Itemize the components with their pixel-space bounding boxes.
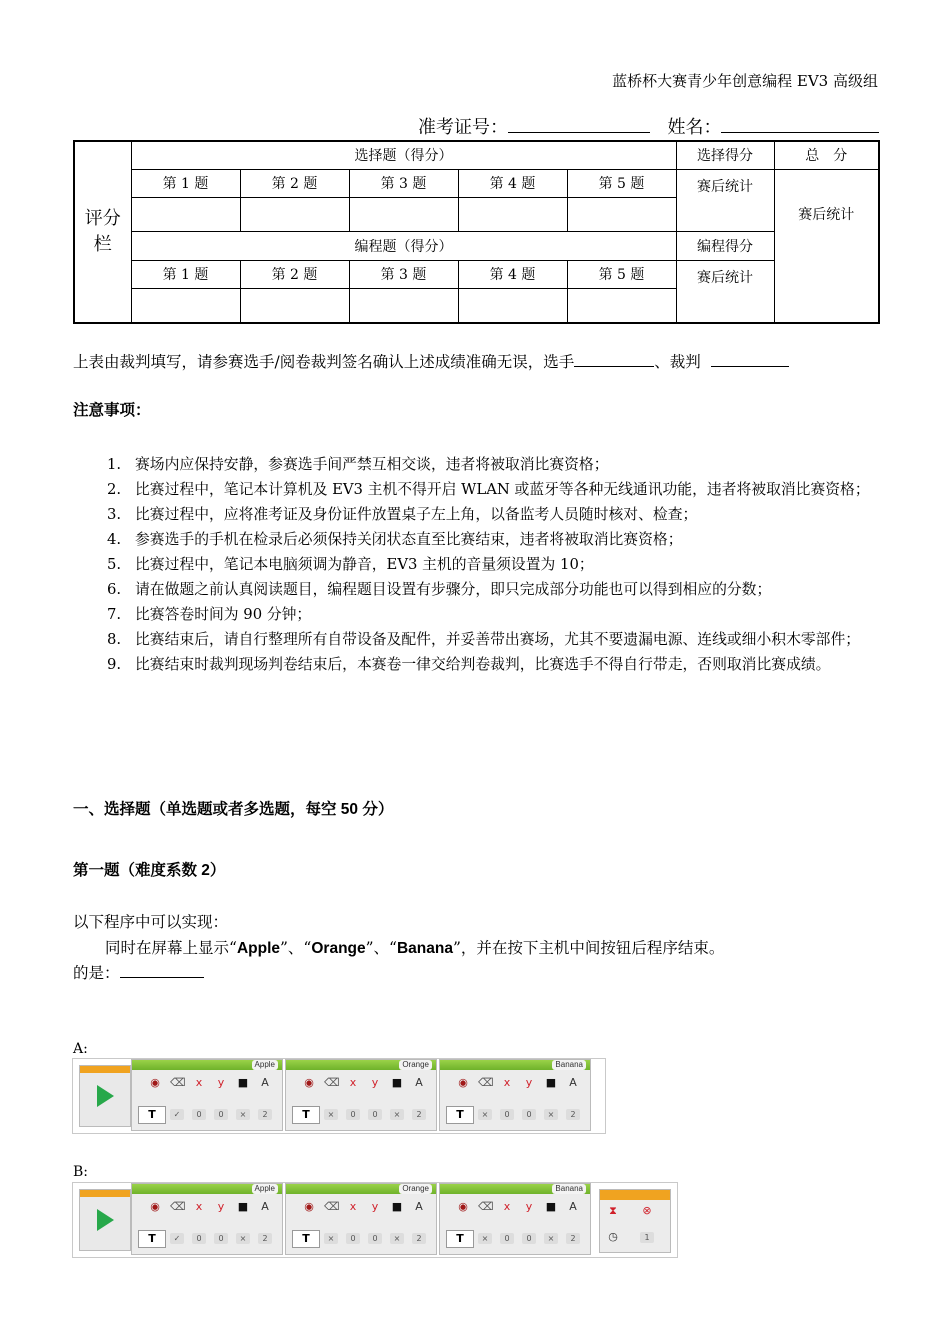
text-mode-icon[interactable]: T <box>292 1106 320 1124</box>
color-icon: ■ <box>237 1200 249 1213</box>
section1-title: 一、选择题（单选题或者多选题，每空 50 分） <box>73 801 394 818</box>
display-block[interactable] <box>285 1059 437 1131</box>
color-icon: ■ <box>545 1200 557 1213</box>
name-blank[interactable] <box>721 114 879 133</box>
font-value[interactable]: 2 <box>258 1109 272 1120</box>
text-mode-icon[interactable]: T <box>446 1106 474 1124</box>
q1-line3: 的是： <box>73 961 204 986</box>
note-item <box>73 652 878 677</box>
note-item <box>73 477 878 502</box>
coding-score-cell[interactable] <box>240 289 349 323</box>
coding-score-cell[interactable] <box>349 289 458 323</box>
exam-id-label: 准考证号： <box>418 117 508 138</box>
note-number: 5. <box>107 556 122 573</box>
eraser-icon: ⌫ <box>478 1200 494 1213</box>
font-value[interactable]: 2 <box>566 1109 580 1120</box>
wait-block[interactable] <box>599 1189 671 1253</box>
display-text-label: Orange <box>399 1184 432 1194</box>
q1-line1: 以下程序中可以实现： <box>73 913 229 931</box>
x-value[interactable]: 0 <box>192 1109 206 1120</box>
note-number: 4. <box>107 531 122 548</box>
y-coord-icon: y <box>371 1200 379 1213</box>
color-icon: ■ <box>237 1076 249 1089</box>
page-header: 蓝桥杯大赛青少年创意编程 EV3 高级组 <box>612 72 878 90</box>
hourglass-icon: ⧗ <box>609 1204 617 1217</box>
x-value[interactable]: 0 <box>346 1233 360 1244</box>
note-text: 比赛过程中，笔记本计算机及 EV3 主机不得开启 WLAN 或蓝牙等各种无线通讯功能，违者将被取消比赛资格； <box>135 481 870 498</box>
note-number: 1. <box>107 456 122 473</box>
q1-line2: 同时在屏幕上显示“Apple”、“Orange”、“Banana”，并在按下主机中间按钮后程序结束。 <box>105 939 725 957</box>
font-value[interactable]: 2 <box>258 1233 272 1244</box>
banana-text: Banana <box>396 940 453 957</box>
x-coord-icon: x <box>195 1076 203 1089</box>
sign-line <box>73 350 789 375</box>
score-side-label: 评分 栏 <box>74 141 131 323</box>
font-icon: A <box>261 1200 269 1213</box>
clear-screen-value[interactable]: × <box>324 1109 338 1120</box>
font-value[interactable]: 2 <box>412 1109 426 1120</box>
choice-q3: 第 3 题 <box>349 169 458 197</box>
option-b-label: B: <box>73 1164 89 1180</box>
eraser-icon: ⌫ <box>170 1076 186 1089</box>
eraser-icon: ⌫ <box>170 1200 186 1213</box>
display-block[interactable] <box>439 1183 591 1255</box>
note-item <box>73 502 878 527</box>
note-text: 请在做题之前认真阅读题目，编程题目设置有步骤分，即只完成部分功能也可以得到相应的分数； <box>135 581 772 598</box>
display-block[interactable] <box>439 1059 591 1131</box>
display-text-label: Apple <box>252 1184 278 1194</box>
total-after-stats: 赛后统计 <box>774 169 879 323</box>
note-text: 比赛答卷时间为 90 分钟； <box>135 606 312 623</box>
coding-q5: 第 5 题 <box>567 260 676 288</box>
display-text-label: Apple <box>252 1060 278 1070</box>
coding-score-cell[interactable] <box>458 289 567 323</box>
note-number: 9. <box>107 656 122 673</box>
note-text: 比赛结束后，请自行整理所有自带设备及配件，并妥善带出赛场，尤其不要遗漏电源、连线或细小积木零部件； <box>135 631 861 648</box>
wait-value[interactable]: 1 <box>640 1232 654 1243</box>
note-item <box>73 527 878 552</box>
text-mode-icon[interactable]: T <box>292 1230 320 1248</box>
note-number: 8. <box>107 631 122 648</box>
display-icon: ◉ <box>304 1200 314 1213</box>
id-line <box>418 113 879 139</box>
x-coord-icon: x <box>349 1076 357 1089</box>
font-value[interactable]: 2 <box>566 1233 580 1244</box>
total-header: 总 分 <box>774 141 879 169</box>
brick-button-icon: ⊗ <box>642 1204 652 1217</box>
font-value[interactable]: 2 <box>412 1233 426 1244</box>
color-icon: ■ <box>545 1076 557 1089</box>
note-item <box>73 452 878 477</box>
coding-q2: 第 2 题 <box>240 260 349 288</box>
choice-q5: 第 5 题 <box>567 169 676 197</box>
note-number: 7. <box>107 606 122 623</box>
note-text: 比赛过程中，应将准考证及身份证件放置桌子左上角，以备监考人员随时核对、检查； <box>135 506 698 523</box>
apple-text: Apple <box>236 940 280 957</box>
note-item <box>73 552 878 577</box>
font-icon: A <box>415 1076 423 1089</box>
y-coord-icon: y <box>525 1200 533 1213</box>
start-block[interactable] <box>79 1065 131 1127</box>
notes-list <box>73 452 878 677</box>
font-icon: A <box>415 1200 423 1213</box>
y-value[interactable]: 0 <box>368 1233 382 1244</box>
display-block[interactable] <box>131 1059 283 1131</box>
start-block-tab <box>80 1190 130 1197</box>
clear-screen-value[interactable]: ✓ <box>170 1109 184 1120</box>
display-icon: ◉ <box>150 1076 160 1089</box>
exam-id-blank[interactable] <box>508 114 650 133</box>
display-text-label: Banana <box>552 1184 586 1194</box>
y-value[interactable]: 0 <box>214 1233 228 1244</box>
choice-after-stats: 赛后统计 <box>676 169 774 232</box>
clear-screen-value[interactable]: × <box>324 1233 338 1244</box>
note-text: 比赛过程中，笔记本电脑须调为静音，EV3 主机的音量须设置为 10； <box>135 556 594 573</box>
referee-sign-blank[interactable] <box>711 350 789 367</box>
coding-score-cell[interactable] <box>131 289 240 323</box>
choice-score-cell[interactable] <box>240 198 349 232</box>
color-icon: ■ <box>391 1076 403 1089</box>
note-item <box>73 627 878 652</box>
choice-q4: 第 4 题 <box>458 169 567 197</box>
coding-score-cell[interactable] <box>567 289 676 323</box>
note-text: 参赛选手的手机在检录后必须保持关闭状态直至比赛结束，违者将被取消比赛资格； <box>135 531 683 548</box>
x-value[interactable]: 0 <box>192 1233 206 1244</box>
note-text: 比赛结束时裁判现场判卷结束后，本赛卷一律交给判卷裁判，比赛选手不得自行带走，否则取消比赛成绩。 <box>135 656 831 673</box>
note-number: 2. <box>107 481 122 498</box>
choice-header: 选择题（得分） <box>131 141 676 169</box>
color-value[interactable]: × <box>544 1233 558 1244</box>
note-item <box>73 602 878 627</box>
color-value[interactable]: × <box>236 1109 250 1120</box>
note-number: 3. <box>107 506 122 523</box>
color-value[interactable]: × <box>236 1233 250 1244</box>
start-block[interactable] <box>79 1189 131 1251</box>
clear-screen-value[interactable]: × <box>478 1109 492 1120</box>
eraser-icon: ⌫ <box>478 1076 494 1089</box>
play-icon <box>97 1209 114 1231</box>
text-mode-icon[interactable]: T <box>138 1106 166 1124</box>
score-table <box>73 140 880 324</box>
choice-q1: 第 1 题 <box>131 169 240 197</box>
clear-screen-value[interactable]: ✓ <box>170 1233 184 1244</box>
y-value[interactable]: 0 <box>522 1233 536 1244</box>
text-mode-icon[interactable]: T <box>446 1230 474 1248</box>
display-icon: ◉ <box>458 1076 468 1089</box>
coding-q1: 第 1 题 <box>131 260 240 288</box>
choice-score-cell[interactable] <box>349 198 458 232</box>
color-value[interactable]: × <box>544 1109 558 1120</box>
x-coord-icon: x <box>195 1200 203 1213</box>
q1-title: 第一题（难度系数 2） <box>73 862 226 879</box>
color-icon: ■ <box>391 1200 403 1213</box>
x-coord-icon: x <box>349 1200 357 1213</box>
program-b <box>72 1182 678 1258</box>
x-value[interactable]: 0 <box>500 1233 514 1244</box>
x-coord-icon: x <box>503 1076 511 1089</box>
x-value[interactable]: 0 <box>500 1109 514 1120</box>
display-text-label: Banana <box>552 1060 586 1070</box>
referee-label: 、裁判 <box>654 353 701 371</box>
notes-title: 注意事项： <box>73 402 151 419</box>
y-coord-icon: y <box>525 1076 533 1089</box>
option-a-label: A: <box>73 1041 88 1057</box>
y-value[interactable]: 0 <box>214 1109 228 1120</box>
display-block[interactable] <box>285 1183 437 1255</box>
font-icon: A <box>569 1200 577 1213</box>
choice-score-cell[interactable] <box>567 198 676 232</box>
choice-score-header: 选择得分 <box>676 141 774 169</box>
name-label: 姓名： <box>667 117 722 138</box>
coding-header: 编程题（得分） <box>131 232 676 260</box>
play-icon <box>97 1085 114 1107</box>
text-mode-icon[interactable]: T <box>138 1230 166 1248</box>
coding-q4: 第 4 题 <box>458 260 567 288</box>
y-value[interactable]: 0 <box>368 1109 382 1120</box>
display-block[interactable] <box>131 1183 283 1255</box>
sign-text: 上表由裁判填写，请参赛选手/阅卷裁判签名确认上述成绩准确无误，选手 <box>73 353 575 371</box>
choice-score-cell[interactable] <box>131 198 240 232</box>
clear-screen-value[interactable]: × <box>478 1233 492 1244</box>
x-value[interactable]: 0 <box>346 1109 360 1120</box>
display-text-label: Orange <box>399 1060 432 1070</box>
orange-text: Orange <box>311 940 366 957</box>
display-icon: ◉ <box>458 1200 468 1213</box>
y-coord-icon: y <box>217 1200 225 1213</box>
choice-score-cell[interactable] <box>458 198 567 232</box>
y-coord-icon: y <box>217 1076 225 1089</box>
display-icon: ◉ <box>304 1076 314 1089</box>
coding-q3: 第 3 题 <box>349 260 458 288</box>
clock-icon: ◷ <box>608 1230 618 1243</box>
program-a <box>72 1058 606 1134</box>
y-coord-icon: y <box>371 1076 379 1089</box>
color-value[interactable]: × <box>390 1109 404 1120</box>
x-coord-icon: x <box>503 1200 511 1213</box>
note-item <box>73 577 878 602</box>
color-value[interactable]: × <box>390 1233 404 1244</box>
eraser-icon: ⌫ <box>324 1200 340 1213</box>
eraser-icon: ⌫ <box>324 1076 340 1089</box>
display-icon: ◉ <box>150 1200 160 1213</box>
coding-after-stats: 赛后统计 <box>676 260 774 323</box>
y-value[interactable]: 0 <box>522 1109 536 1120</box>
note-text: 赛场内应保持安静，参赛选手间严禁互相交谈，违者将被取消比赛资格； <box>135 456 609 473</box>
player-sign-blank[interactable] <box>574 350 654 367</box>
wait-block-bar <box>600 1190 670 1200</box>
coding-score-header: 编程得分 <box>676 232 774 260</box>
q1-answer-blank[interactable] <box>120 961 204 978</box>
note-number: 6. <box>107 581 122 598</box>
choice-q2: 第 2 题 <box>240 169 349 197</box>
start-block-tab <box>80 1066 130 1073</box>
font-icon: A <box>569 1076 577 1089</box>
font-icon: A <box>261 1076 269 1089</box>
